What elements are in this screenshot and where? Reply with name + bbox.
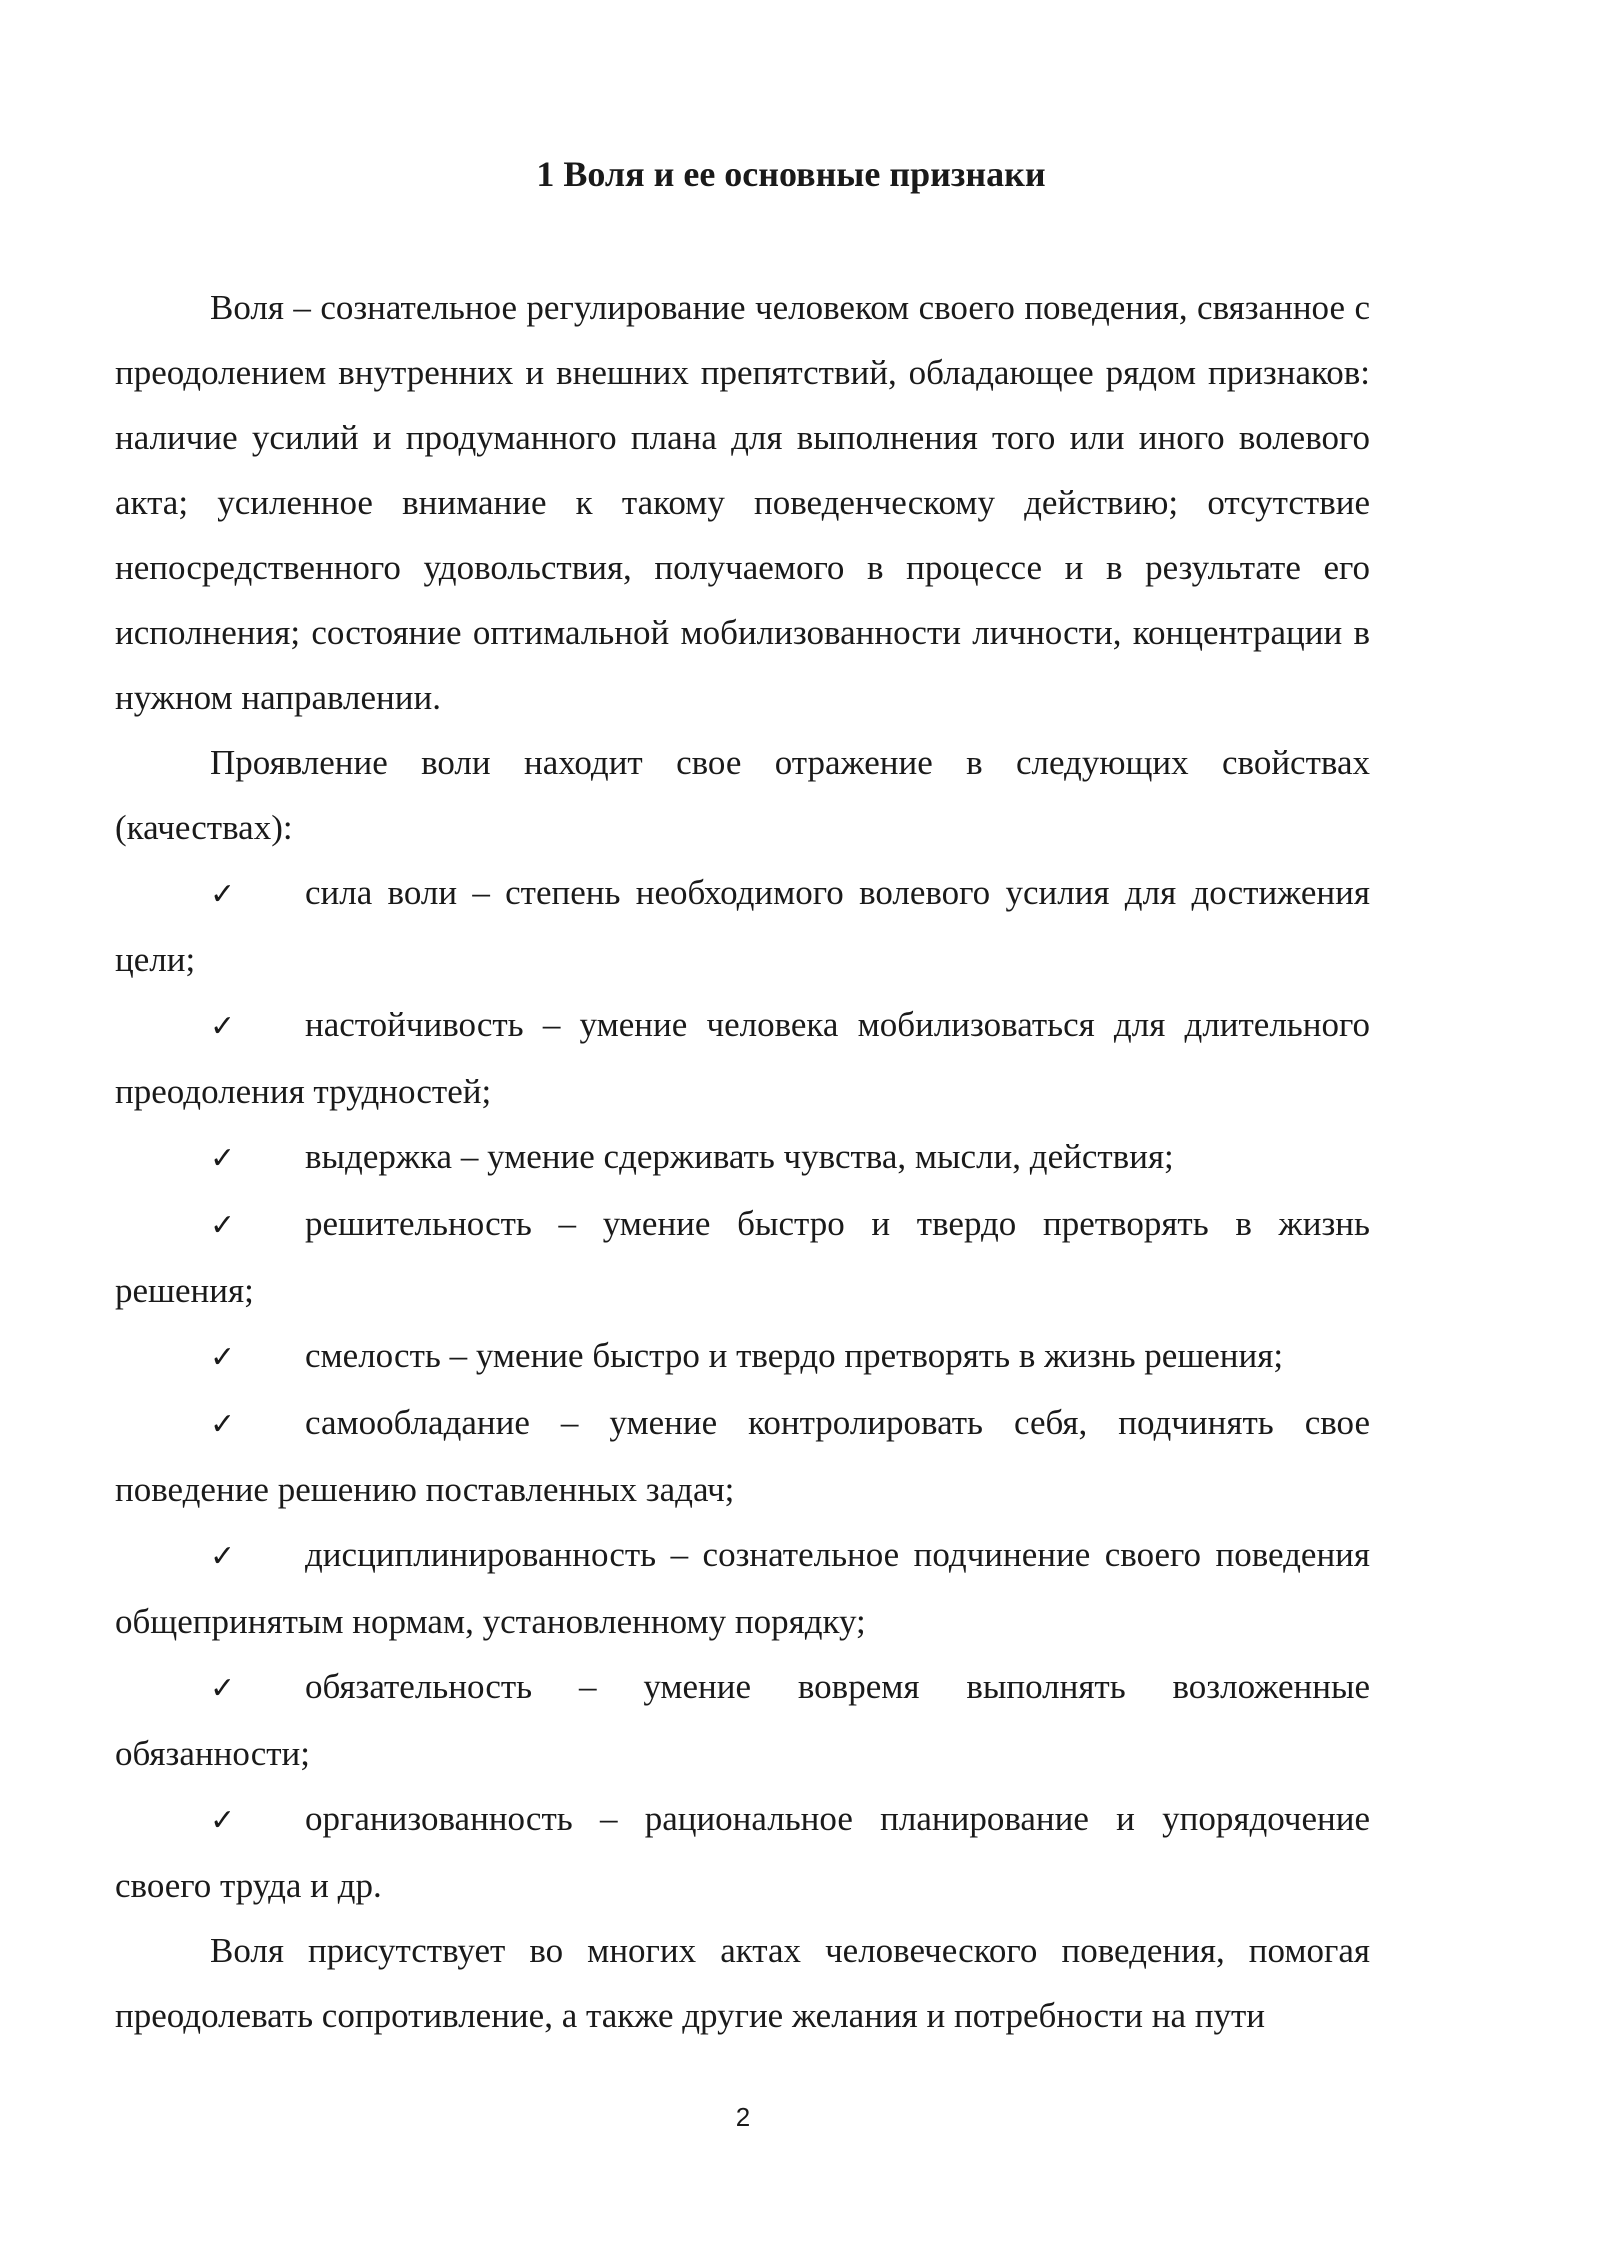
checkmark-icon: ✓: [210, 1539, 236, 1574]
list-item-text: смелость – умение быстро и твердо претворять в жизнь решения;: [305, 1336, 1284, 1375]
list-item: [115, 992, 1370, 1124]
list-item-text: дисциплинированность – сознательное подчинение своего поведения общепринятым нормам, установленному порядку;: [115, 1535, 1370, 1641]
list-item: [115, 1390, 1370, 1522]
list-item-text: организованность – рациональное планирование и упорядочение своего труда и др.: [115, 1799, 1370, 1905]
list-item: [115, 860, 1370, 992]
checkmark-icon: ✓: [210, 1340, 236, 1375]
checkmark-icon: ✓: [210, 877, 236, 912]
list-item: [115, 1124, 1370, 1191]
list-item-text: настойчивость – умение человека мобилизоваться для длительного преодоления трудностей;: [115, 1005, 1370, 1111]
list-item: [115, 1191, 1370, 1323]
list-item: [115, 1654, 1370, 1786]
checkmark-icon: ✓: [210, 1141, 236, 1176]
list-item-text: сила воли – степень необходимого волевого усилия для достижения цели;: [115, 873, 1370, 979]
list-item: [115, 1323, 1370, 1390]
checkmark-icon: ✓: [210, 1407, 236, 1442]
list-item: [115, 1786, 1370, 1918]
page-number: 2: [735, 2102, 751, 2132]
list-item-text: выдержка – умение сдерживать чувства, мысли, действия;: [305, 1137, 1174, 1176]
list-item-text: самообладание – умение контролировать себя, подчинять свое поведение решению поставленных задач;: [115, 1403, 1370, 1509]
closing-paragraph: Воля присутствует во многих актах человеческого поведения, помогая преодолевать сопротивление, а также другие желания и потребности на пути: [115, 1931, 1370, 2035]
document-body: [115, 275, 1370, 2048]
checkmark-icon: ✓: [210, 1009, 236, 1044]
checkmark-icon: ✓: [210, 1208, 236, 1243]
section-heading: 1 Воля и ее основные признаки: [536, 154, 1046, 194]
checkmark-icon: ✓: [210, 1803, 236, 1838]
intro-paragraph: Воля – сознательное регулирование человеком своего поведения, связанное с преодолением внутренних и внешних препятствий, обладающее рядом признаков: наличие усилий и продуманного плана для выполнения того или иного волевого акта; усиленное внимание к такому поведенческому действию; отсутствие непосредственного удовольствия, получаемого в процессе и в результате его исполнения; состояние оптимальной мобилизованности личности, концентрации в нужном направлении.: [115, 288, 1370, 717]
qualities-intro-paragraph: Проявление воли находит свое отражение в следующих свойствах (качествах):: [115, 743, 1370, 847]
list-item: [115, 1522, 1370, 1654]
checkmark-icon: ✓: [210, 1671, 236, 1706]
list-item-text: решительность – умение быстро и твердо претворять в жизнь решения;: [115, 1204, 1370, 1310]
list-item-text: обязательность – умение вовремя выполнять возложенные обязанности;: [115, 1667, 1370, 1773]
